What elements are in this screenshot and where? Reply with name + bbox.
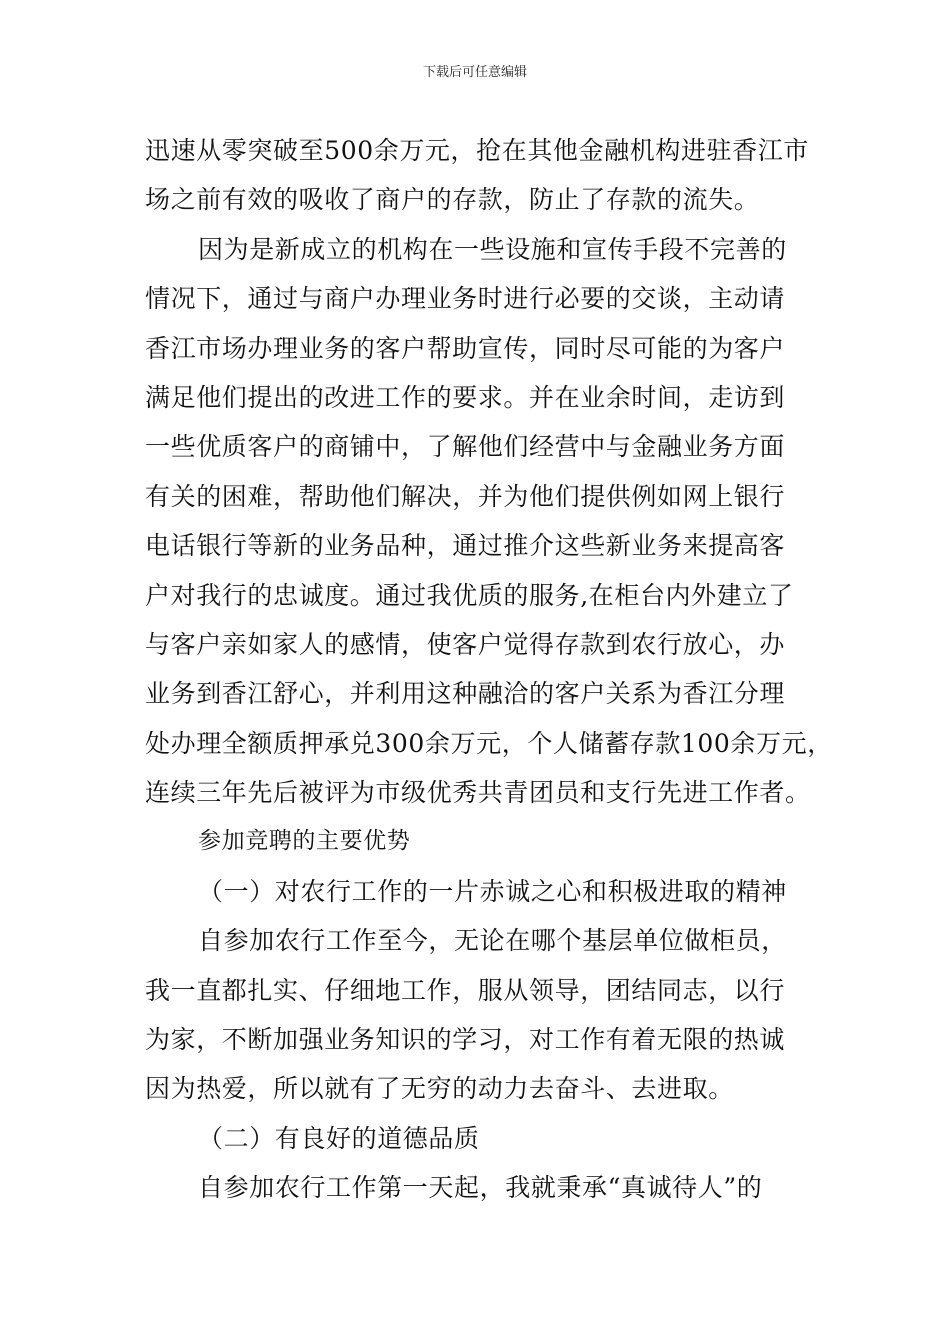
section-heading: 参加竞聘的主要优势 xyxy=(198,828,411,855)
text-line: 业务到香江舒心，并利用这种融洽的客户关系为香江分理 xyxy=(145,679,786,709)
page-header-note: 下载后可任意编辑 xyxy=(422,65,527,80)
text-line: 因为热爱，所以就有了无穷的动力去奋斗、去进取。 xyxy=(145,1074,734,1104)
text-line: 情况下，通过与商户办理业务时进行必要的交谈，主动请 xyxy=(145,284,786,314)
text-line: 处办理全额质押承兑300余万元，个人储蓄存款100余万元， xyxy=(145,728,833,758)
text-line: 满足他们提出的改进工作的要求。并在业余时间，走访到 xyxy=(145,382,786,412)
text-line: 连续三年先后被评为市级优秀共青团员和支行先进工作者。 xyxy=(145,778,811,808)
text-line: 场之前有效的吸收了商户的存款，防止了存款的流失。 xyxy=(145,185,760,215)
text-line: 我一直都扎实、仔细地工作，服从领导，团结同志，以行 xyxy=(145,975,786,1005)
text-line: 有关的困难，帮助他们解决，并为他们提供例如网上银行 xyxy=(145,481,786,511)
text-line: 户对我行的忠诚度。通过我优质的服务,在柜台内外建立了 xyxy=(145,580,794,610)
text-line: 一些优质客户的商铺中，了解他们经营中与金融业务方面 xyxy=(145,432,786,462)
document-body xyxy=(145,126,845,1213)
text-line: 电话银行等新的业务品种，通过推介这些新业务来提高客 xyxy=(145,531,786,561)
text-line: 迅速从零突破至500余万元，抢在其他金融机构进驻香江市 xyxy=(145,136,809,165)
text-line: 为家，不断加强业务知识的学习，对工作有着无限的热诚 xyxy=(145,1025,786,1055)
text-line: （二）有良好的道德品质 xyxy=(198,1123,480,1153)
text-line: 香江市场办理业务的客户帮助宣传，同时尽可能的为客户 xyxy=(145,333,786,363)
text-line: 与客户亲如家人的感情，使客户觉得存款到农行放心，办 xyxy=(145,629,786,659)
text-line: 自参加农行工作至今，无论在哪个基层单位做柜员， xyxy=(198,926,787,956)
text-line: 因为是新成立的机构在一些设施和宣传手段不完善的 xyxy=(198,234,787,264)
text-line: （一）对农行工作的一片赤诚之心和积极进取的精神 xyxy=(198,876,787,906)
text-line: 自参加农行工作第一天起，我就秉承“真诚待人”的 xyxy=(198,1173,763,1203)
